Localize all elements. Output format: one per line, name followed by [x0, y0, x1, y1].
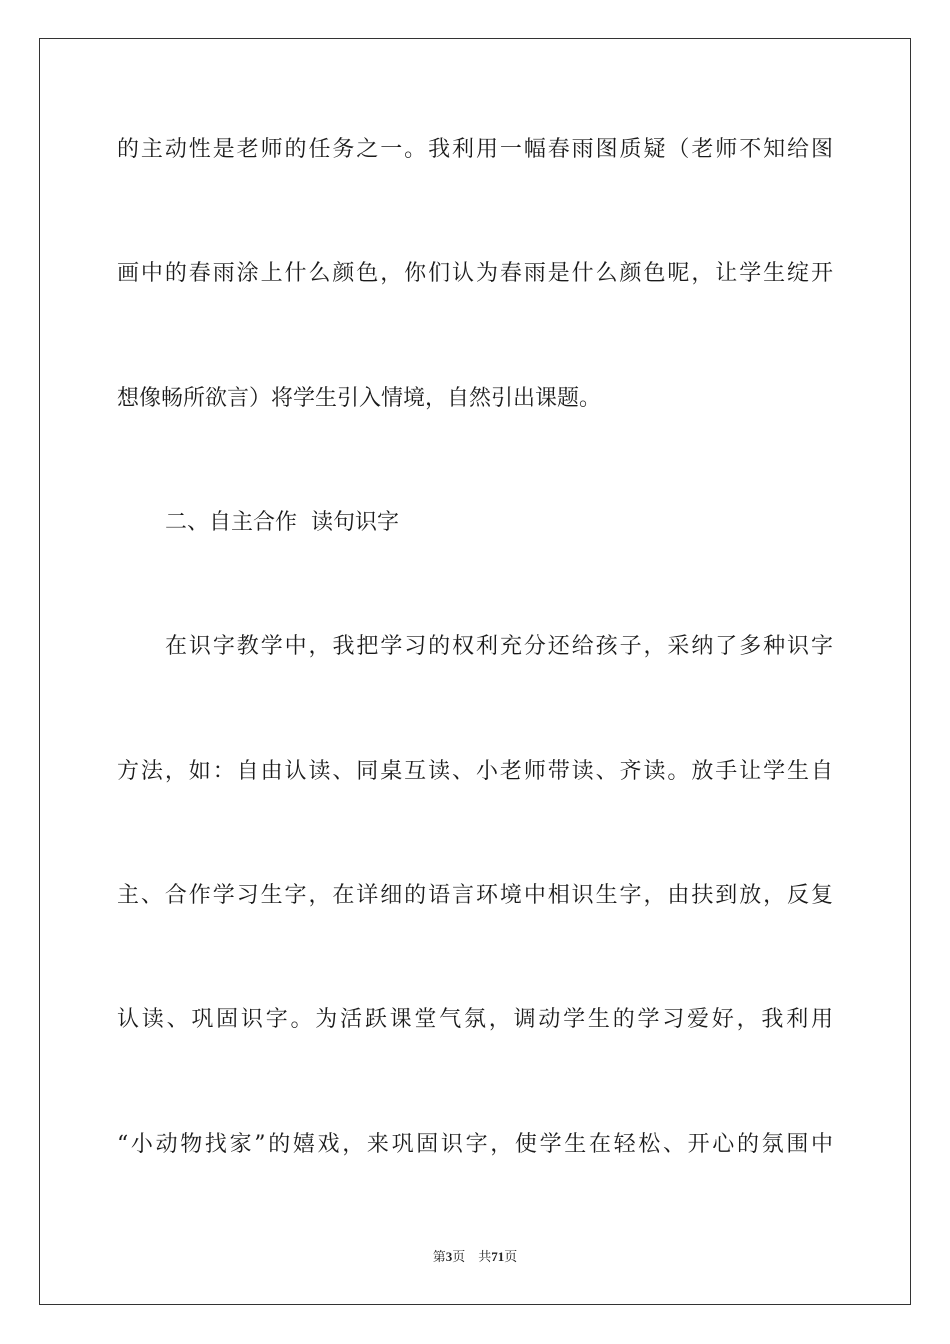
- total-suffix: 页: [504, 1249, 518, 1264]
- text-line: 方法，如：自由认读、同桌互读、小老师带读、齐读。放手让学生自: [117, 759, 833, 784]
- total-prefix: 共: [478, 1249, 492, 1264]
- page-number: 3: [445, 1249, 453, 1264]
- text-line: 画中的春雨涂上什么颜色，你们认为春雨是什么颜色呢，让学生绽开: [117, 261, 833, 286]
- text-line: 认读、巩固识字。为活跃课堂气氛，调动学生的学习爱好，我利用: [117, 1007, 833, 1032]
- text-line: 的主动性是老师的任务之一。我利用一幅春雨图质疑（老师不知给图: [117, 137, 833, 162]
- total-pages: 71: [491, 1249, 505, 1264]
- page-footer: [0, 1246, 950, 1265]
- text-line: 主、合作学习生字，在详细的语言环境中相识生字，由扶到放，反复: [117, 883, 833, 908]
- text-line: 在识字教学中，我把学习的权利充分还给孩子，采纳了多种识字: [165, 634, 833, 659]
- page-border: [39, 38, 911, 1305]
- text-line: “小动物找家”的嬉戏，来巩固识字，使学生在轻松、开心的氛围中: [117, 1132, 833, 1157]
- text-line: 想像畅所欲言）将学生引入情境，自然引出课题。: [117, 386, 602, 411]
- section-heading: 二、自主合作 读句识字: [165, 510, 399, 535]
- page-prefix: 第: [432, 1249, 446, 1264]
- page-suffix: 页: [452, 1249, 466, 1264]
